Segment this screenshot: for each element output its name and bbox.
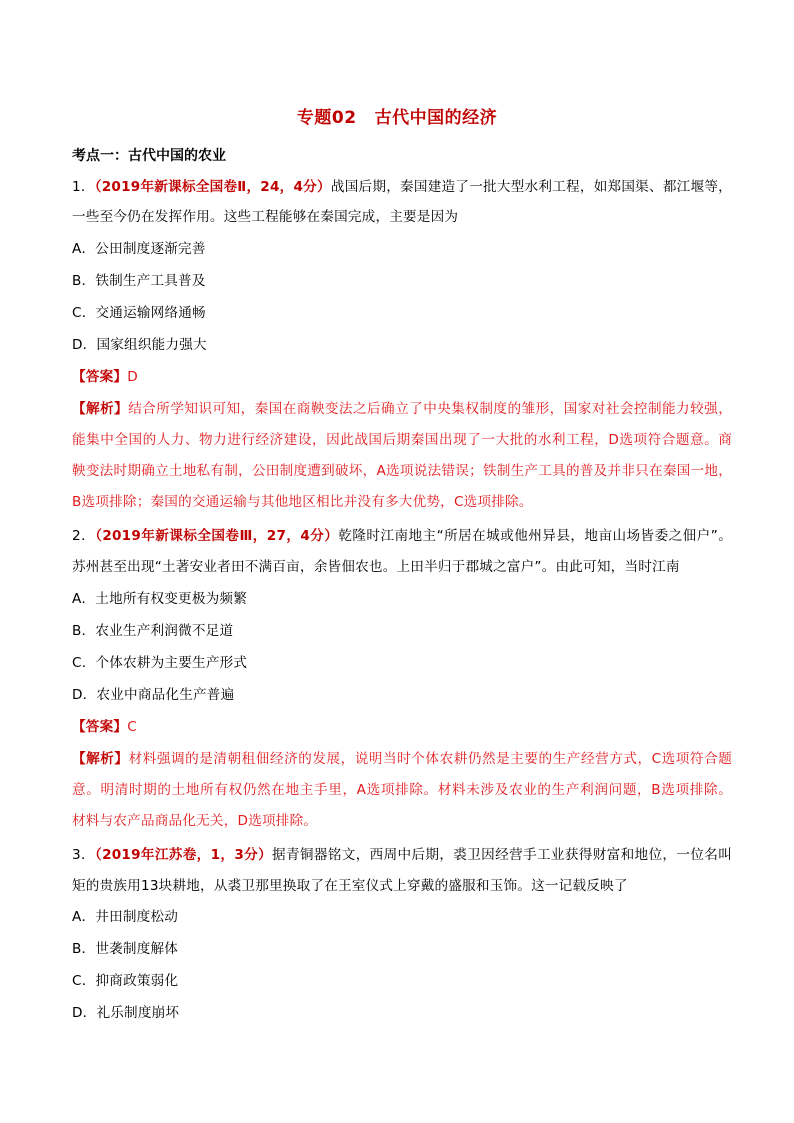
option-c: C．交通运输网络通畅 [72, 305, 206, 321]
analysis-line-3: 鞅变法时期确立土地私有制，公田制度遭到破坏，A选项说法错误；铁制生产工具的普及并非只在秦国一地， [72, 463, 732, 479]
option-a: A．井田制度松动 [72, 909, 179, 925]
answer-value: D [127, 369, 138, 385]
analysis-label: 【解析】 [72, 401, 129, 417]
option-d: D．礼乐制度崩坏 [72, 1005, 180, 1021]
answer-label: 【答案】 [72, 369, 128, 385]
option-c: C．抑商政策弱化 [72, 973, 179, 989]
question-source: （2019年新课标全国卷Ⅲ，27，4分） [95, 528, 339, 544]
analysis-text: 材料强调的是清朝租佃经济的发展，说明当时个体农耕仍然是主要的生产经营方式，C选项符合题 [128, 751, 732, 767]
analysis-line-1 [72, 750, 732, 768]
analysis-line-2: 能集中全国的人力、物力进行经济建设，因此战国后期秦国出现了一大批的水利工程，D选项符合题意。商 [72, 432, 732, 448]
page-title [0, 103, 794, 128]
question-1-stem-line-1 [72, 178, 732, 196]
question-2-stem-line-2: 苏州甚至出现“土著安业者田不满百亩，余皆佃农也。上田半归于郡城之富户”。由此可知，当时江南 [72, 559, 680, 575]
option-a: A．公田制度逐渐完善 [72, 241, 206, 257]
question-source: （2019年新课标全国卷Ⅱ，24，4分） [94, 179, 331, 195]
option-b: B．世袭制度解体 [72, 941, 179, 957]
question-number: 1． [72, 179, 95, 195]
title-topic-number: 专题02 [296, 108, 357, 128]
analysis-text: 结合所学知识可知，秦国在商鞅变法之后确立了中央集权制度的雏形，国家对社会控制能力较强， [128, 401, 732, 417]
question-1-stem-line-2: 一些至今仍在发挥作用。这些工程能够在秦国完成，主要是因为 [72, 209, 459, 225]
option-a: A．土地所有权变更极为频繁 [72, 591, 248, 607]
answer-value: C [127, 719, 137, 735]
option-b: B．铁制生产工具普及 [72, 273, 206, 289]
analysis-line-3: 材料与农产品商品化无关，D选项排除。 [72, 813, 318, 829]
answer-label: 【答案】 [72, 719, 128, 735]
answer-line [72, 368, 732, 386]
question-number: 2． [72, 528, 96, 544]
question-number: 3． [72, 847, 95, 863]
section-heading: 考点一：古代中国的农业 [72, 148, 226, 164]
analysis-label: 【解析】 [72, 751, 129, 767]
question-source: （2019年江苏卷，1，3分） [94, 847, 273, 863]
question-2-stem-line-1 [72, 527, 732, 545]
option-d: D．国家组织能力强大 [72, 337, 207, 353]
answer-line [72, 718, 732, 736]
question-stem-text: 乾隆时江南地主“所居在城或他州异县，地亩山场皆委之佃户”。 [338, 528, 732, 544]
option-c: C．个体农耕为主要生产形式 [72, 655, 248, 671]
option-b: B．农业生产利润微不足道 [72, 623, 234, 639]
question-3-stem-line-1 [72, 846, 732, 864]
question-stem-text: 据青铜器铭文，西周中后期，裘卫因经营手工业获得财富和地位，一位名叫 [272, 847, 732, 863]
analysis-line-1 [72, 400, 732, 418]
option-d: D．农业中商品化生产普遍 [72, 687, 235, 703]
title-topic-name: 古代中国的经济 [374, 108, 498, 128]
analysis-line-4: B选项排除；秦国的交通运输与其他地区相比并没有多大优势，C选项排除。 [72, 494, 533, 510]
question-3-stem-line-2: 矩的贵族用13块耕地，从裘卫那里换取了在王室仪式上穿戴的盛服和玉饰。这一记载反映了 [72, 878, 628, 894]
analysis-line-2: 意。明清时期的土地所有权仍然在地主手里，A选项排除。材料未涉及农业的生产利润问题，B选项排除。 [72, 782, 732, 798]
question-stem-text: 战国后期，秦国建造了一批大型水利工程，如郑国渠、都江堰等， [330, 179, 732, 195]
